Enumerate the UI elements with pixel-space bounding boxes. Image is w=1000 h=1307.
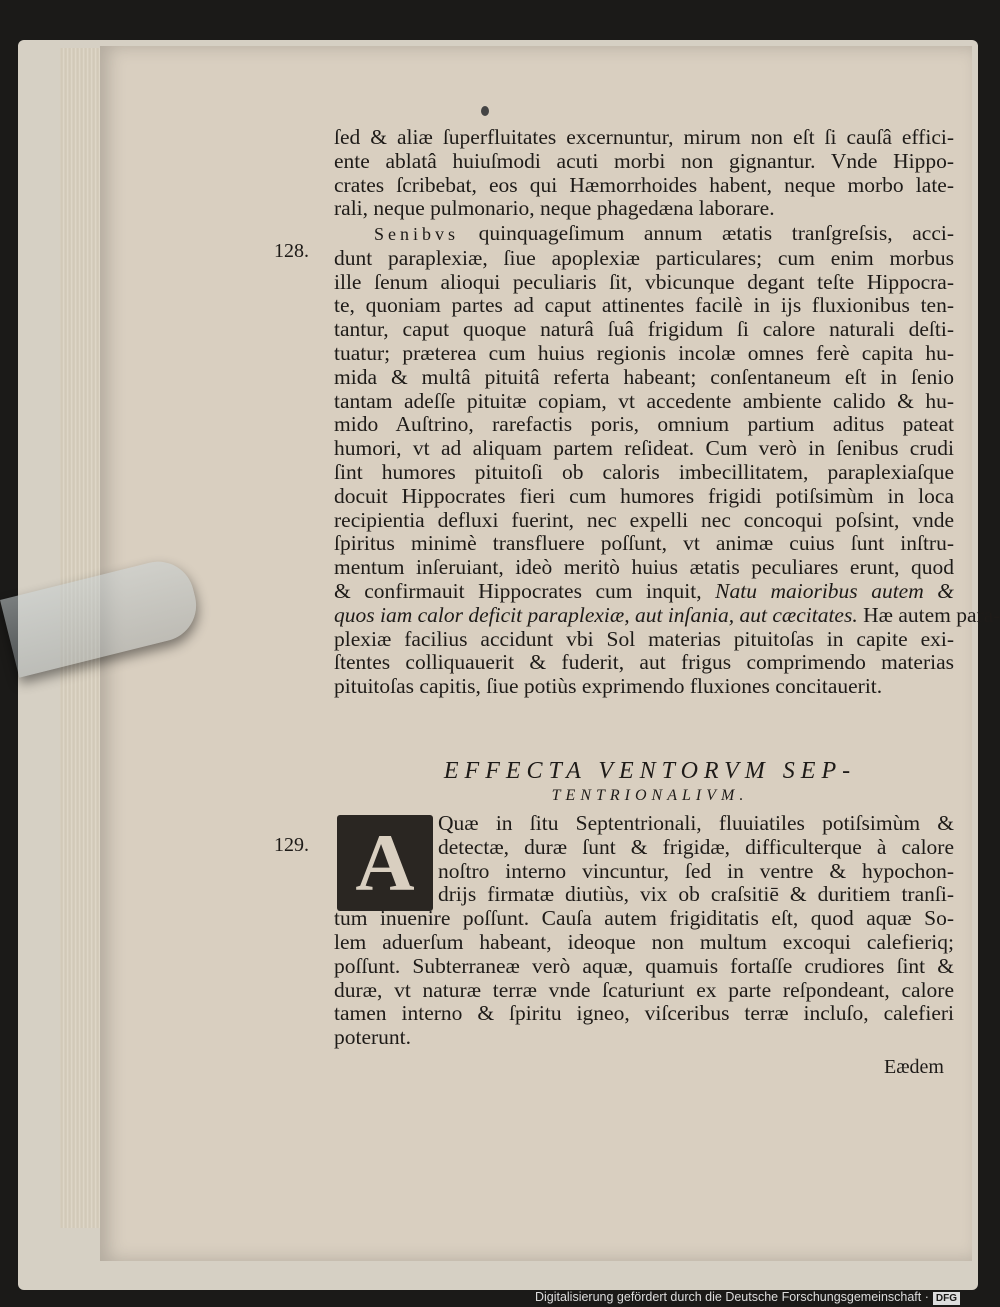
text-line: pituitoſas capitis, ſiue potiùs exprimendo fluxiones concitauerit. bbox=[334, 674, 883, 699]
text-line: ente ablatâ huiuſmodi acuti morbi non gignantur. Vnde Hippo- bbox=[334, 148, 954, 173]
text-line: tum inuenire poſſunt. Cauſa autem frigiditatis eſt, quod aquæ So- bbox=[334, 906, 954, 931]
digitization-credit bbox=[535, 1290, 960, 1305]
paragraph-127-end bbox=[334, 126, 954, 221]
text-line: ſed & aliæ ſuperfluitates excernuntur, mirum non eſt ſi cauſâ effici- bbox=[334, 125, 954, 149]
text-line: lem aduerſum habeant, ideoque non multum excoqui calefieriq; bbox=[334, 929, 954, 954]
text-line: humori, vt ad aliquam partem reſideat. Cum verò in ſenibus crudi bbox=[334, 436, 954, 461]
text-line: poſſunt. Subterraneæ verò aquæ, quamuis fortaſſe crudiores ſint & bbox=[334, 953, 954, 978]
text-line: Senibvs quinquageſimum annum ætatis tranſgreſsis, acci- bbox=[374, 221, 954, 245]
ink-dot bbox=[481, 106, 489, 116]
small-caps-lead: Senibvs bbox=[374, 224, 460, 244]
text-line: duræ, vt naturæ terræ vnde ſcaturiunt ex parte reſpondeant, calore bbox=[334, 977, 954, 1002]
text-line: mentum inſeruiant, ideò meritò huius ætatis peculiares erunt, quod bbox=[334, 555, 954, 580]
text-line: tuatur; præterea cum huius regionis incolæ omnes ferè capita hu- bbox=[334, 340, 954, 365]
text-line: crates ſcribebat, eos qui Hæmorrhoides habent, neque morbo late- bbox=[334, 172, 954, 197]
dfg-logo: DFG bbox=[933, 1292, 960, 1305]
quote-hippocrates-cont: quos iam calor deficit paraplexiæ, aut inſania, aut cæcitates. bbox=[334, 602, 858, 627]
text-line: tamen interno & ſpiritu igneo, viſceribus terræ incluſo, calefieri bbox=[334, 1001, 954, 1026]
text-line: tantam adeſſe pituitæ copiam, vt accedente ambiente calido & hu- bbox=[334, 388, 954, 413]
text-line: & confirmauit Hippocrates cum inquit, Natu maioribus autem & bbox=[334, 578, 954, 603]
text-line: mida & multâ pituitâ referta habeant; conſentaneum eſt in ſenio bbox=[334, 364, 954, 389]
text-line: tantur, caput quoque naturâ ſuâ frigidum ſi calore naturali deſti- bbox=[334, 317, 954, 342]
text-line: plexiæ facilius accidunt vbi Sol materias pituitoſas in capite exi- bbox=[334, 626, 954, 651]
text-line: mido Auſtrino, rarefactis poris, omnium partium aditus pateat bbox=[334, 412, 954, 437]
text-line: te, quoniam partes ad caput attinentes facilè in ijs fluxionibus ten- bbox=[334, 293, 954, 318]
text-line: poterunt. bbox=[334, 1025, 412, 1050]
text-line: drijs firmatæ diutiùs, vix ob craſsitiē & duritiem tranſi- bbox=[438, 882, 954, 907]
paragraph-129 bbox=[334, 812, 954, 1050]
text-line: detectæ, duræ ſunt & frigidæ, difficulterque à calore bbox=[438, 834, 954, 859]
heading-line-1: EFFECTA VENTORVM SEP- bbox=[443, 758, 857, 784]
heading-line-2: TENTRIONALIVM. bbox=[551, 787, 749, 804]
margin-number-128: 128. bbox=[274, 240, 309, 262]
decorated-initial: A bbox=[337, 815, 433, 911]
text-line: rali, neque pulmonario, neque phagedæna laborare. bbox=[334, 196, 775, 221]
text-line: recipientia defluxi fuerint, nec expelli nec concoqui poſsint, vnde bbox=[334, 507, 954, 532]
text-line: ille ſenum alioqui peculiaris ſit, vbicunque degant teſte Hippocra- bbox=[334, 269, 954, 294]
credit-text: Digitalisierung gefördert durch die Deutsche Forschungsgemeinschaft · bbox=[534, 1290, 929, 1304]
catchword: Eædem bbox=[884, 1056, 944, 1078]
margin-number-129: 129. bbox=[274, 834, 309, 856]
text-line: ſpiritus minimè transfluere poſſunt, vt animæ cuius ſunt inſtru- bbox=[334, 531, 954, 556]
text-line: quos iam calor deficit paraplexiæ, aut inſania, aut cæcitates. Hæ autem para- bbox=[334, 602, 1000, 627]
text-line: noſtro interno vincuntur, ſed in ventre & hypochon- bbox=[438, 858, 954, 883]
section-heading bbox=[400, 758, 900, 805]
paragraph-128 bbox=[334, 221, 1000, 699]
text-line: ſint humores pituitoſi ob caloris imbecillitatem, paraplexiaſque bbox=[334, 459, 954, 484]
text-line: ſtentes colliquauerit & fuderit, aut frigus comprimendo materias bbox=[334, 650, 954, 675]
text-line: dunt paraplexiæ, ſiue apoplexiæ particulares; cum enim morbus bbox=[334, 245, 954, 270]
text-line: Quæ in ſitu Septentrionali, fluuiatiles potiſsimùm & bbox=[438, 811, 954, 835]
text-line: docuit Hippocrates fieri cum humores frigidi potiſsimùm in loca bbox=[334, 483, 954, 508]
quote-hippocrates: Natu maioribus autem & bbox=[715, 578, 954, 603]
